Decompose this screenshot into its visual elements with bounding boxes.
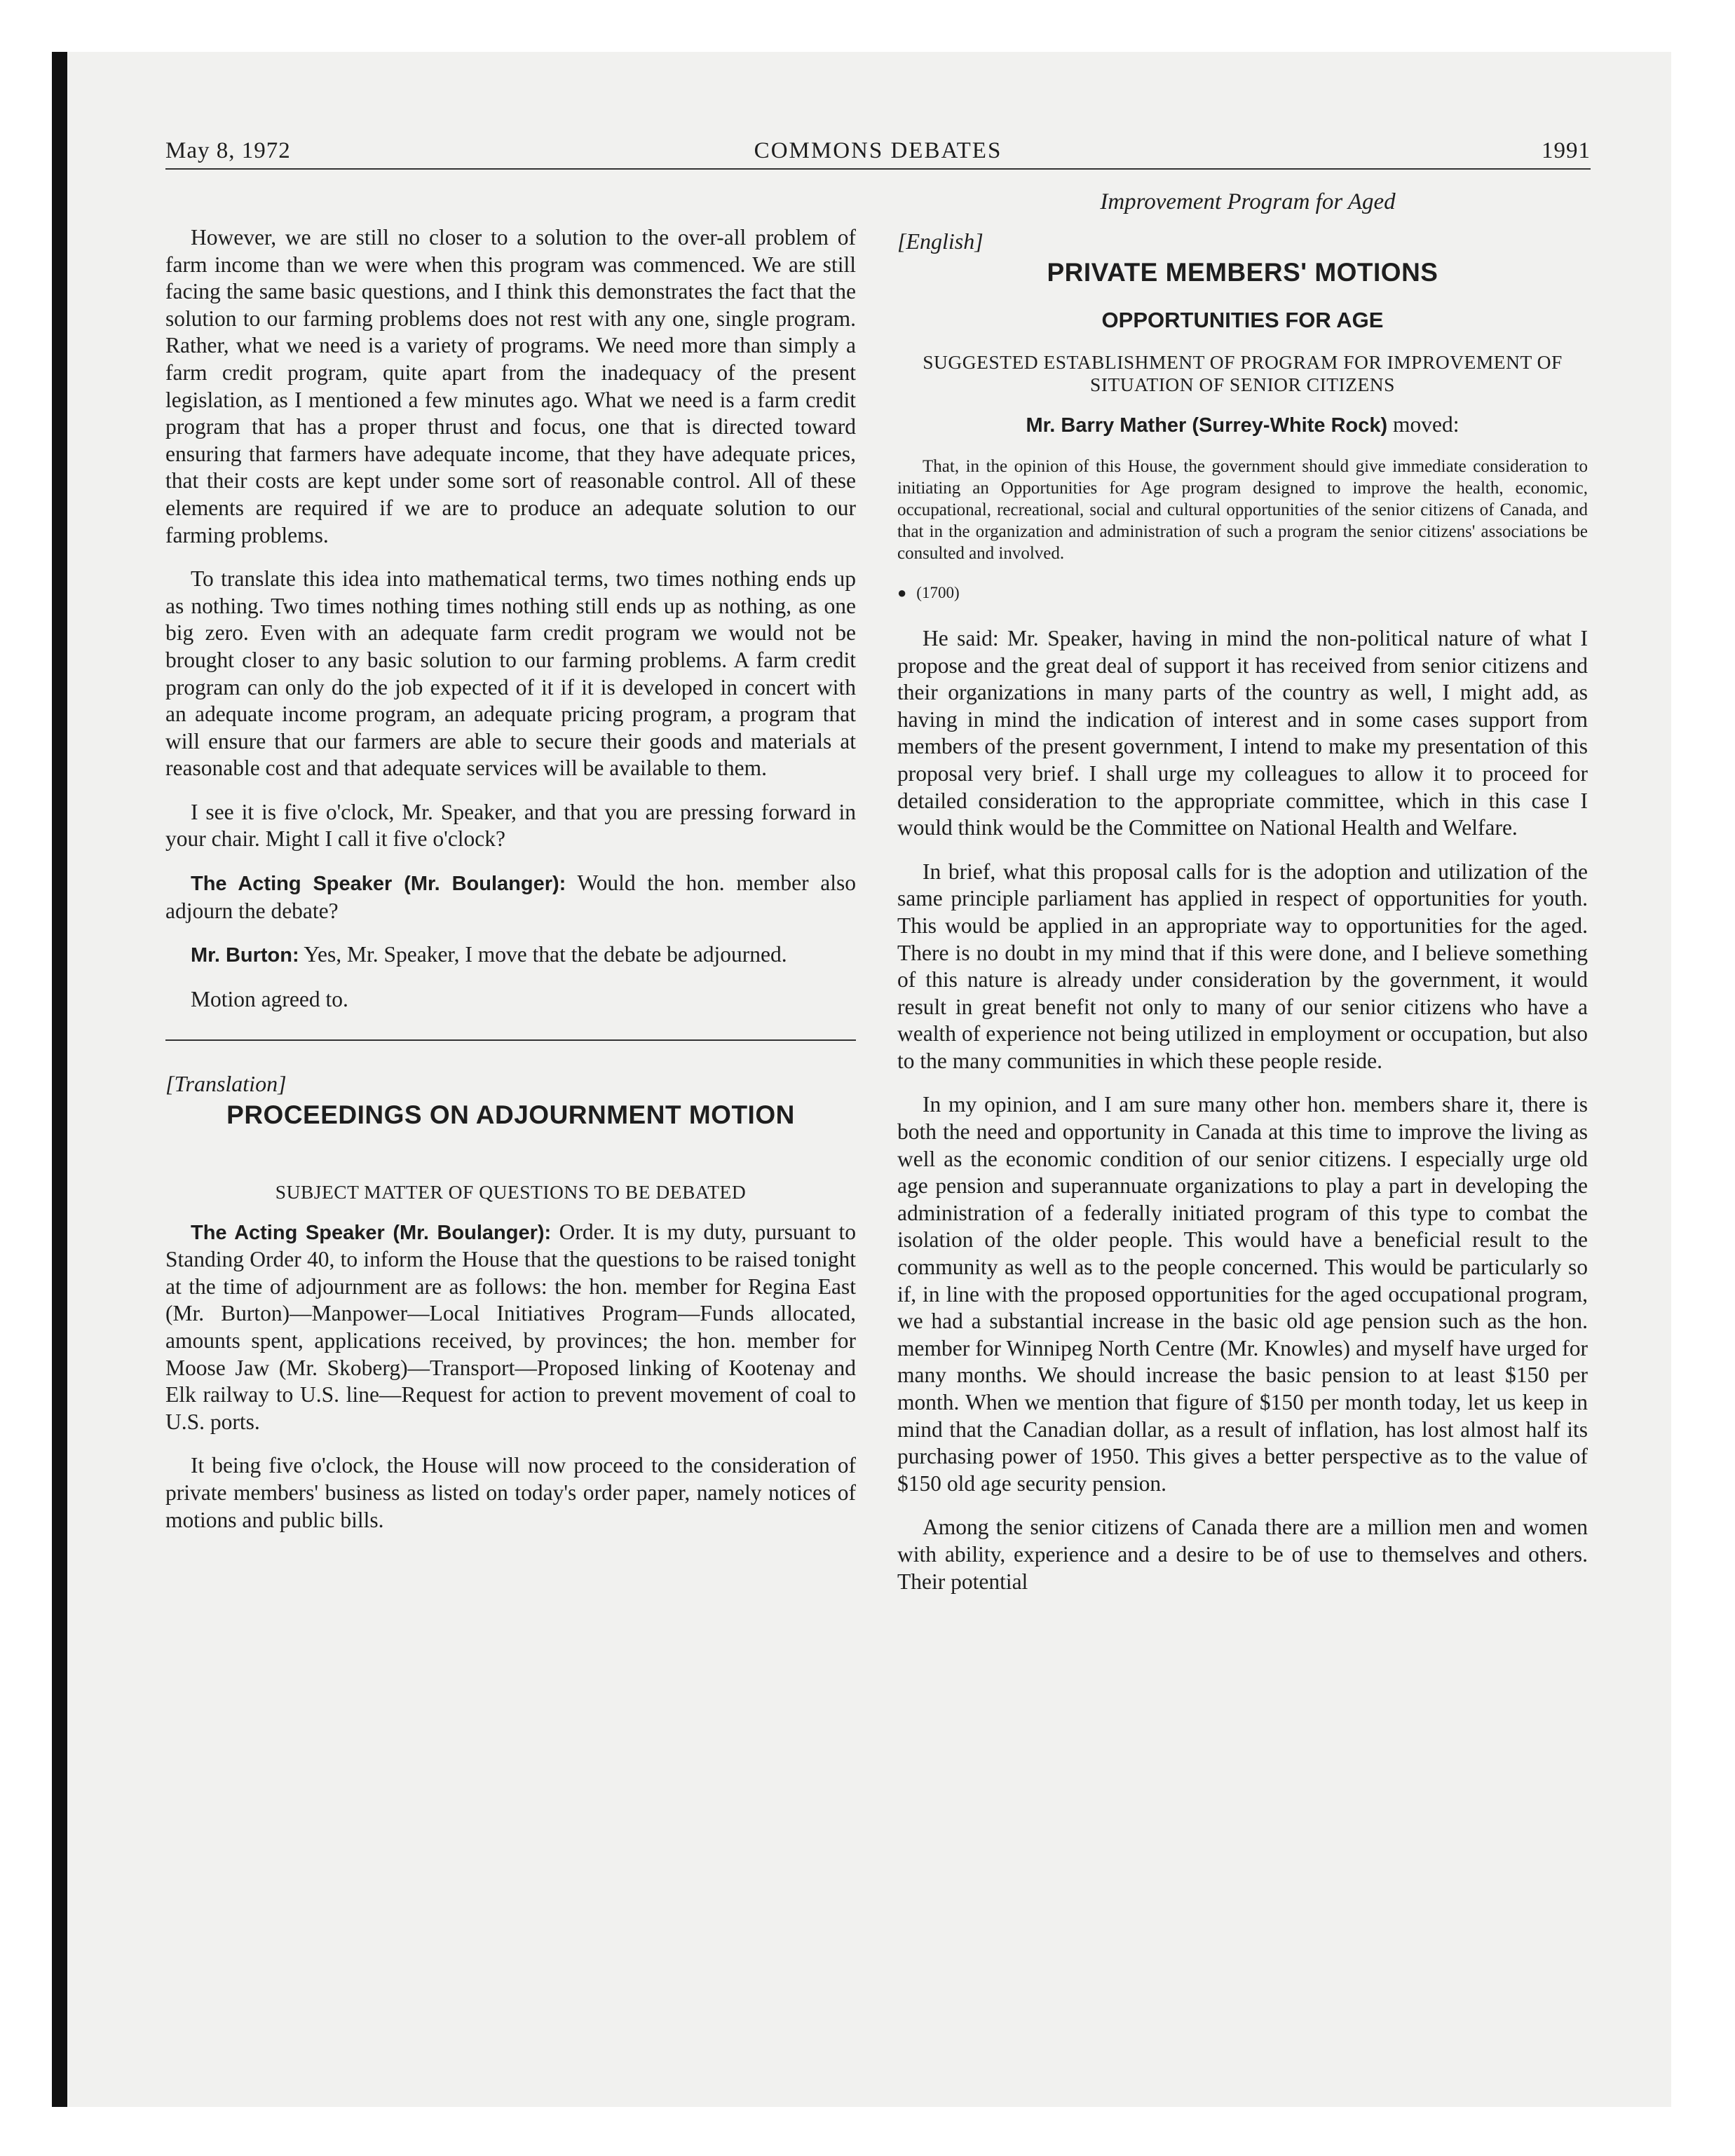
paragraph: Among the senior citizens of Canada there are a million men and women with ability, experience and a desire to be of use to themselves and others. Their potential xyxy=(897,1515,1588,1594)
running-subhead: Improvement Program for Aged xyxy=(1100,189,1396,214)
paragraph: He said: Mr. Speaker, having in mind the non-political nature of what I propose and the great deal of support it has received from senior citizens and their organizations in many parts of the country as well, I might add, as having in mind the indication of interest and in some cases support from members of the present government, I intend to make my presentation of this proposal very brief. I shall urge my colleagues to allow it to proceed for detailed consideration to the appropriate committee, which in this case I would think would be the Committee on National Health and Welfare. xyxy=(897,625,1588,840)
speech-paragraph xyxy=(165,1219,856,1436)
scan-edge-bar xyxy=(52,52,67,2107)
motion-heading: SUGGESTED ESTABLISHMENT OF PROGRAM FOR IMPROVEMENT OF SITUATION OF SENIOR CITIZENS xyxy=(923,350,1563,395)
timestamp-text: (1700) xyxy=(916,584,960,602)
motion-text: That, in the opinion of this House, the government should give immediate consideration to initiating an Opportunities for Age program designed to improve the health, economic, occupational, recreational, social and cultural opportunities of the senior citizens of Canada, and that in the organization and administration of such a program the senior citizens' associations be consulted and involved. xyxy=(897,457,1588,564)
paragraph: Motion agreed to. xyxy=(191,986,348,1011)
section-heading: PRIVATE MEMBERS' MOTIONS xyxy=(1047,257,1438,287)
speaker-name: The Acting Speaker (Mr. Boulanger): xyxy=(191,873,566,896)
speech-paragraph xyxy=(165,941,856,969)
subject-heading: SUBJECT MATTER OF QUESTIONS TO BE DEBATED xyxy=(275,1180,747,1203)
paragraph: To translate this idea into mathematical terms, two times nothing ends up as nothing. Two times nothing times nothing still ends up as nothing, as one big zero. Even with an adequate farm credit program we would not be brought closer to any basic solution to our farming problems. A farm credit program can only do the job expected of it if it is developed in concert with an adequate income program, an adequate pricing program, a program that will ensure that our farmers are able to secure their goods and materials at reasonable cost and that adequate services will be available to them. xyxy=(165,566,856,781)
sub-heading: OPPORTUNITIES FOR AGE xyxy=(1101,308,1384,333)
speaker-name: Mr. Burton: xyxy=(191,944,299,967)
header-title: COMMONS DEBATES xyxy=(754,138,1002,163)
english-label: [English] xyxy=(897,228,984,254)
paragraph: It being five o'clock, the House will now proceed to the consideration of private members' business as listed on today's order paper, namely notices of motions and public bills. xyxy=(165,1453,856,1532)
speech-text: Would the hon. member also adjourn the debate? xyxy=(165,871,856,923)
section-heading: PROCEEDINGS ON ADJOURNMENT MOTION xyxy=(226,1100,795,1130)
bullet-icon: ● xyxy=(897,584,907,602)
translation-label: [Translation] xyxy=(165,1071,287,1097)
timestamp xyxy=(897,580,1588,607)
paragraph: I see it is five o'clock, Mr. Speaker, and that you are pressing forward in your chair. Might I call it five o'clock? xyxy=(165,799,856,852)
speech-text: Order. It is my duty, pursuant to Standing Order 40, to inform the House that the questions to be raised tonight at the time of adjournment are as follows: the hon. member for Regina East (Mr. Burton)—Manpower—Local Initiatives Program—Funds allocated, amounts spent, applications received, by provinces; the hon. member for Moose Jaw (Mr. Skoberg)—Transport—Proposed linking of Kootenay and Elk railway to U.S. line—Request for action to prevent movement of coal to U.S. ports. xyxy=(165,1219,856,1434)
header-page-number: 1991 xyxy=(1542,138,1591,163)
mover-line xyxy=(897,411,1588,439)
page-header xyxy=(165,138,1591,170)
left-column xyxy=(165,224,856,1550)
speech-paragraph xyxy=(165,870,856,925)
speaker-name: The Acting Speaker (Mr. Boulanger): xyxy=(191,1221,552,1244)
speech-text: Yes, Mr. Speaker, I move that the debate be adjourned. xyxy=(299,942,787,967)
section-divider xyxy=(165,1039,856,1041)
paragraph: However, we are still no closer to a solution to the over-all problem of farm income than we were when this program was commenced. We are still facing the same basic questions, and I think this demonstrates the fact that the solution to our farming problems does not rest with any one, single program. Rather, what we need is a variety of programs. We need more than simply a farm credit program, quite apart from the inadequacy of the present legislation, as I mentioned a few minutes ago. What we need is a farm credit program that has a proper thrust and focus, one that is directed toward ensuring that farmers have adequate income, that they have adequate prices, that their costs are kept under some sort of reasonable control. All of these elements are required if we are to produce an adequate solution to our farming problems. xyxy=(165,225,856,547)
paragraph: In brief, what this proposal calls for is the adoption and utilization of the same principle parliament has applied in respect of opportunities for youth. This would be applied in an appropriate way to opportunities for the aged. There is no doubt in my mind that if this were done, and I believe something of this nature is already under consideration by the government, it would result in great benefit not only to many of our senior citizens who have a wealth of experience not being utilized in employment or occupation, but also to the many communities in which these people reside. xyxy=(897,859,1588,1073)
header-rule xyxy=(165,168,1591,170)
mover-text: moved: xyxy=(1387,411,1460,437)
right-column xyxy=(897,228,1588,1612)
paragraph: In my opinion, and I am sure many other hon. members share it, there is both the need and opportunity in Canada at this time to improve the living as well as the economic condition of our senior citizens. I especially urge old age pension and superannuate organizations to play a part in developing the administration of a federally initiated program of this type to combat the isolation of the older people. This would have a beneficial result to the community as well as to the people concerned. This would be particularly so if, in line with the proposed opportunities for the aged occupational program, we had a substantial increase in the basic old age pension such as the hon. member for Winnipeg North Centre (Mr. Knowles) and myself have urged for many months. We should increase the basic pension to at least $150 per month. When we mention that figure of $150 per month today, let us keep in mind that the Canadian dollar, as a result of inflation, has lost almost half its purchasing power of 1950. This gives a better perspective as to the value of $150 old age security pension. xyxy=(897,1092,1588,1496)
header-date: May 8, 1972 xyxy=(165,138,291,163)
speaker-name: Mr. Barry Mather (Surrey-White Rock) xyxy=(1026,414,1388,437)
